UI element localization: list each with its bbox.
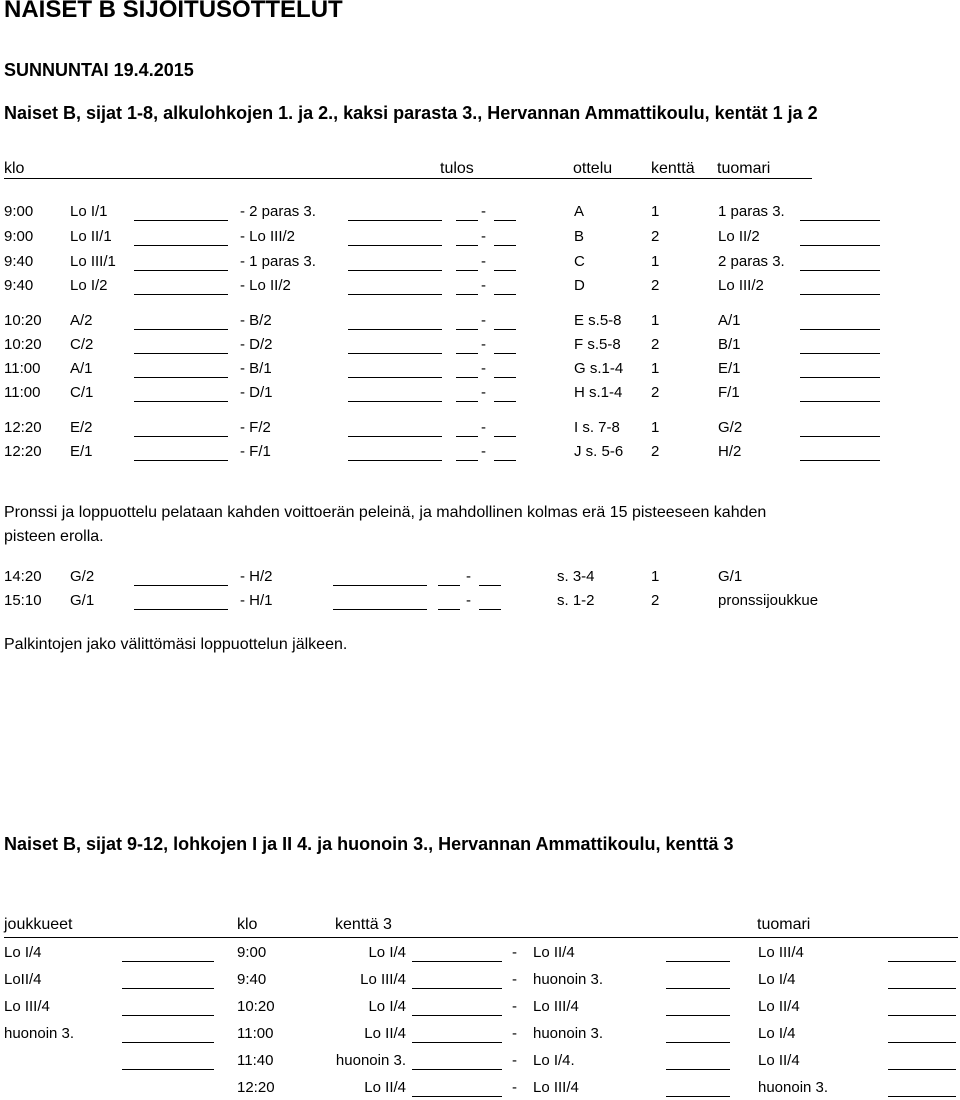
- match-court: 1: [651, 360, 660, 377]
- away-result-blank: [348, 245, 442, 246]
- referee-blank: [888, 1042, 956, 1043]
- match-home: Lo III/1: [70, 253, 116, 270]
- match-home: C/2: [70, 336, 94, 353]
- away-result-blank: [348, 270, 442, 271]
- score-away-blank: [494, 245, 516, 246]
- final-referee: pronssijoukkue: [718, 592, 819, 609]
- home-result-blank: [134, 436, 228, 437]
- match-referee: Lo II/2: [718, 228, 760, 245]
- match-time: 11:00: [4, 360, 41, 377]
- score-home-blank: [438, 609, 460, 610]
- match-home: Lo I/1: [70, 203, 108, 220]
- row-referee: Lo III/4: [758, 944, 804, 961]
- match-time: 12:20: [4, 419, 42, 436]
- home-result-blank: [134, 294, 228, 295]
- row-referee: Lo I/4: [758, 1025, 796, 1042]
- header-tulos: tulos: [440, 160, 474, 177]
- final-away: - H/2: [240, 568, 273, 585]
- final-code: s. 1-2: [557, 592, 595, 609]
- score-away-blank: [494, 377, 516, 378]
- away-result-blank: [348, 436, 442, 437]
- score-away-blank: [494, 220, 516, 221]
- home-score-blank: [412, 1015, 502, 1016]
- score-separator: -: [481, 277, 486, 294]
- row-time: 11:40: [237, 1052, 274, 1069]
- away-result-blank: [348, 401, 442, 402]
- match-code: F s.5-8: [574, 336, 621, 353]
- team-result-blank: [122, 961, 214, 962]
- final-away: - H/1: [240, 592, 273, 609]
- score-home-blank: [456, 220, 478, 221]
- score-home-blank: [456, 436, 478, 437]
- final-time: 15:10: [4, 592, 42, 609]
- score-away-blank: [494, 353, 516, 354]
- home-score-blank: [412, 1069, 502, 1070]
- note-rules-line2: pisteen erolla.: [4, 528, 104, 545]
- referee-blank: [800, 329, 880, 330]
- away-result-blank: [348, 377, 442, 378]
- home-score-blank: [412, 1042, 502, 1043]
- match-court: 1: [651, 203, 660, 220]
- header-underline: [4, 178, 812, 179]
- header-ottelu: ottelu: [573, 160, 613, 177]
- referee-blank: [888, 1015, 956, 1016]
- referee-blank: [888, 1096, 956, 1097]
- row-dash: -: [512, 1025, 517, 1042]
- home-result-blank: [134, 401, 228, 402]
- referee-blank: [800, 377, 880, 378]
- score-separator: -: [481, 203, 486, 220]
- score-separator: -: [481, 336, 486, 353]
- match-court: 1: [651, 253, 660, 270]
- score-away-blank: [479, 585, 501, 586]
- t2-header-kentta: kenttä 3: [335, 916, 392, 933]
- row-home: Lo I/4: [368, 944, 406, 961]
- away-score-blank: [666, 1015, 730, 1016]
- home-result-blank: [134, 609, 228, 610]
- away-result-blank: [348, 220, 442, 221]
- score-away-blank: [494, 436, 516, 437]
- row-referee: Lo I/4: [758, 971, 796, 988]
- score-away-blank: [494, 270, 516, 271]
- t2-header-underline: [4, 937, 958, 938]
- score-separator: -: [481, 312, 486, 329]
- row-time: 10:20: [237, 998, 275, 1015]
- away-result-blank: [348, 294, 442, 295]
- match-court: 1: [651, 419, 660, 436]
- final-referee: G/1: [718, 568, 743, 585]
- match-court: 2: [651, 277, 660, 294]
- match-away: - 2 paras 3.: [240, 203, 316, 220]
- row-dash: -: [512, 998, 517, 1015]
- referee-blank: [888, 961, 956, 962]
- match-referee: E/1: [718, 360, 741, 377]
- score-home-blank: [456, 270, 478, 271]
- page-title: NAISET B SIJOITUSOTTELUT: [4, 0, 343, 23]
- score-home-blank: [438, 585, 460, 586]
- referee-blank: [888, 1069, 956, 1070]
- match-code: D: [574, 277, 585, 294]
- match-time: 9:00: [4, 228, 34, 245]
- match-referee: G/2: [718, 419, 743, 436]
- score-separator: -: [481, 228, 486, 245]
- match-referee: A/1: [718, 312, 741, 329]
- match-away: - D/1: [240, 384, 273, 401]
- away-result-blank: [348, 353, 442, 354]
- referee-blank: [800, 436, 880, 437]
- match-home: Lo II/1: [70, 228, 112, 245]
- match-home: E/2: [70, 419, 93, 436]
- match-home: A/2: [70, 312, 93, 329]
- row-dash: -: [512, 971, 517, 988]
- match-code: G s.1-4: [574, 360, 624, 377]
- row-home: huonoin 3.: [335, 1052, 406, 1069]
- score-away-blank: [494, 460, 516, 461]
- final-code: s. 3-4: [557, 568, 595, 585]
- match-away: - F/1: [240, 443, 271, 460]
- final-court: 2: [651, 592, 660, 609]
- score-separator: -: [466, 592, 471, 609]
- referee-blank: [800, 353, 880, 354]
- score-away-blank: [479, 609, 501, 610]
- match-court: 2: [651, 336, 660, 353]
- away-score-blank: [666, 988, 730, 989]
- score-home-blank: [456, 294, 478, 295]
- row-time: 9:00: [237, 944, 267, 961]
- section1-heading: Naiset B, sijat 1-8, alkulohkojen 1. ja 2., kaksi parasta 3., Hervannan Ammattikoulu, kentät 1 ja 2: [4, 103, 818, 123]
- score-separator: -: [481, 360, 486, 377]
- row-home: Lo II/4: [364, 1079, 406, 1096]
- row-away: Lo III/4: [533, 998, 579, 1015]
- match-home: Lo I/2: [70, 277, 108, 294]
- away-score-blank: [666, 1042, 730, 1043]
- row-referee: huonoin 3.: [758, 1079, 829, 1096]
- home-result-blank: [134, 270, 228, 271]
- match-code: C: [574, 253, 585, 270]
- match-away: - Lo III/2: [240, 228, 296, 245]
- away-score-blank: [666, 1096, 730, 1097]
- row-away: Lo II/4: [533, 944, 575, 961]
- match-court: 2: [651, 443, 660, 460]
- row-dash: -: [512, 944, 517, 961]
- away-result-blank: [348, 460, 442, 461]
- home-result-blank: [134, 353, 228, 354]
- home-result-blank: [134, 245, 228, 246]
- row-home: Lo III/4: [360, 971, 406, 988]
- match-referee: H/2: [718, 443, 742, 460]
- match-referee: 2 paras 3.: [718, 253, 785, 270]
- match-home: E/1: [70, 443, 93, 460]
- team-result-blank: [122, 1042, 214, 1043]
- score-away-blank: [494, 401, 516, 402]
- referee-blank: [800, 245, 880, 246]
- match-time: 9:40: [4, 253, 34, 270]
- header-kentta: kenttä: [651, 160, 695, 177]
- match-time: 12:20: [4, 443, 42, 460]
- score-separator: -: [481, 384, 486, 401]
- t2-header-klo: klo: [237, 916, 258, 933]
- match-time: 10:20: [4, 312, 42, 329]
- score-home-blank: [456, 460, 478, 461]
- score-home-blank: [456, 245, 478, 246]
- referee-blank: [800, 220, 880, 221]
- score-away-blank: [494, 329, 516, 330]
- away-score-blank: [666, 1069, 730, 1070]
- home-result-blank: [134, 460, 228, 461]
- match-time: 10:20: [4, 336, 42, 353]
- match-code: I s. 7-8: [574, 419, 620, 436]
- score-home-blank: [456, 329, 478, 330]
- section2-heading: Naiset B, sijat 9-12, lohkojen I ja II 4. ja huonoin 3., Hervannan Ammattikoulu, kenttä 3: [4, 834, 734, 854]
- referee-blank: [800, 401, 880, 402]
- row-dash: -: [512, 1079, 517, 1096]
- t2-header-tuomari: tuomari: [757, 916, 811, 933]
- away-result-blank: [333, 609, 427, 610]
- t2-header-joukkueet: joukkueet: [4, 916, 73, 933]
- team-name: huonoin 3.: [4, 1025, 75, 1042]
- row-dash: -: [512, 1052, 517, 1069]
- header-klo: klo: [4, 160, 25, 177]
- team-name: LoII/4: [4, 971, 42, 988]
- match-referee: 1 paras 3.: [718, 203, 785, 220]
- row-home: Lo I/4: [368, 998, 406, 1015]
- final-court: 1: [651, 568, 660, 585]
- header-tuomari: tuomari: [717, 160, 771, 177]
- away-result-blank: [348, 329, 442, 330]
- home-result-blank: [134, 220, 228, 221]
- team-name: Lo I/4: [4, 944, 42, 961]
- final-home: G/2: [70, 568, 95, 585]
- home-score-blank: [412, 1096, 502, 1097]
- referee-blank: [800, 270, 880, 271]
- match-code: E s.5-8: [574, 312, 622, 329]
- row-referee: Lo II/4: [758, 1052, 800, 1069]
- match-referee: F/1: [718, 384, 740, 401]
- row-away: huonoin 3.: [533, 1025, 604, 1042]
- home-score-blank: [412, 988, 502, 989]
- row-away: Lo I/4.: [533, 1052, 575, 1069]
- team-result-blank: [122, 1015, 214, 1016]
- team-result-blank: [122, 988, 214, 989]
- away-result-blank: [333, 585, 427, 586]
- score-separator: -: [466, 568, 471, 585]
- score-home-blank: [456, 353, 478, 354]
- match-time: 9:00: [4, 203, 34, 220]
- final-home: G/1: [70, 592, 95, 609]
- match-away: - F/2: [240, 419, 271, 436]
- match-code: B: [574, 228, 585, 245]
- score-away-blank: [494, 294, 516, 295]
- match-court: 1: [651, 312, 660, 329]
- row-home: Lo II/4: [364, 1025, 406, 1042]
- match-away: - D/2: [240, 336, 273, 353]
- match-code: J s. 5-6: [574, 443, 624, 460]
- home-result-blank: [134, 585, 228, 586]
- row-time: 9:40: [237, 971, 267, 988]
- row-time: 12:20: [237, 1079, 275, 1096]
- score-separator: -: [481, 253, 486, 270]
- match-referee: Lo III/2: [718, 277, 764, 294]
- row-referee: Lo II/4: [758, 998, 800, 1015]
- match-time: 9:40: [4, 277, 34, 294]
- match-away: - B/2: [240, 312, 272, 329]
- row-away: Lo III/4: [533, 1079, 579, 1096]
- home-result-blank: [134, 377, 228, 378]
- score-home-blank: [456, 401, 478, 402]
- referee-blank: [888, 988, 956, 989]
- match-away: - B/1: [240, 360, 272, 377]
- score-home-blank: [456, 377, 478, 378]
- row-away: huonoin 3.: [533, 971, 604, 988]
- home-result-blank: [134, 329, 228, 330]
- away-score-blank: [666, 961, 730, 962]
- match-away: - 1 paras 3.: [240, 253, 316, 270]
- match-court: 2: [651, 228, 660, 245]
- note-rules-line1: Pronssi ja loppuottelu pelataan kahden voittoerän peleinä, ja mahdollinen kolmas erä 15 pisteeseen kahden: [4, 504, 767, 521]
- score-separator: -: [481, 419, 486, 436]
- match-away: - Lo II/2: [240, 277, 291, 294]
- team-result-blank: [122, 1069, 214, 1070]
- referee-blank: [800, 460, 880, 461]
- note-awards: Palkintojen jako välittömäsi loppuottelun jälkeen.: [4, 636, 348, 653]
- match-referee: B/1: [718, 336, 741, 353]
- home-score-blank: [412, 961, 502, 962]
- date-heading: SUNNUNTAI 19.4.2015: [4, 60, 194, 80]
- match-court: 2: [651, 384, 660, 401]
- final-time: 14:20: [4, 568, 42, 585]
- match-time: 11:00: [4, 384, 41, 401]
- team-name: Lo III/4: [4, 998, 50, 1015]
- score-separator: -: [481, 443, 486, 460]
- referee-blank: [800, 294, 880, 295]
- row-time: 11:00: [237, 1025, 274, 1042]
- match-home: A/1: [70, 360, 93, 377]
- match-code: A: [574, 203, 585, 220]
- match-code: H s.1-4: [574, 384, 623, 401]
- match-home: C/1: [70, 384, 94, 401]
